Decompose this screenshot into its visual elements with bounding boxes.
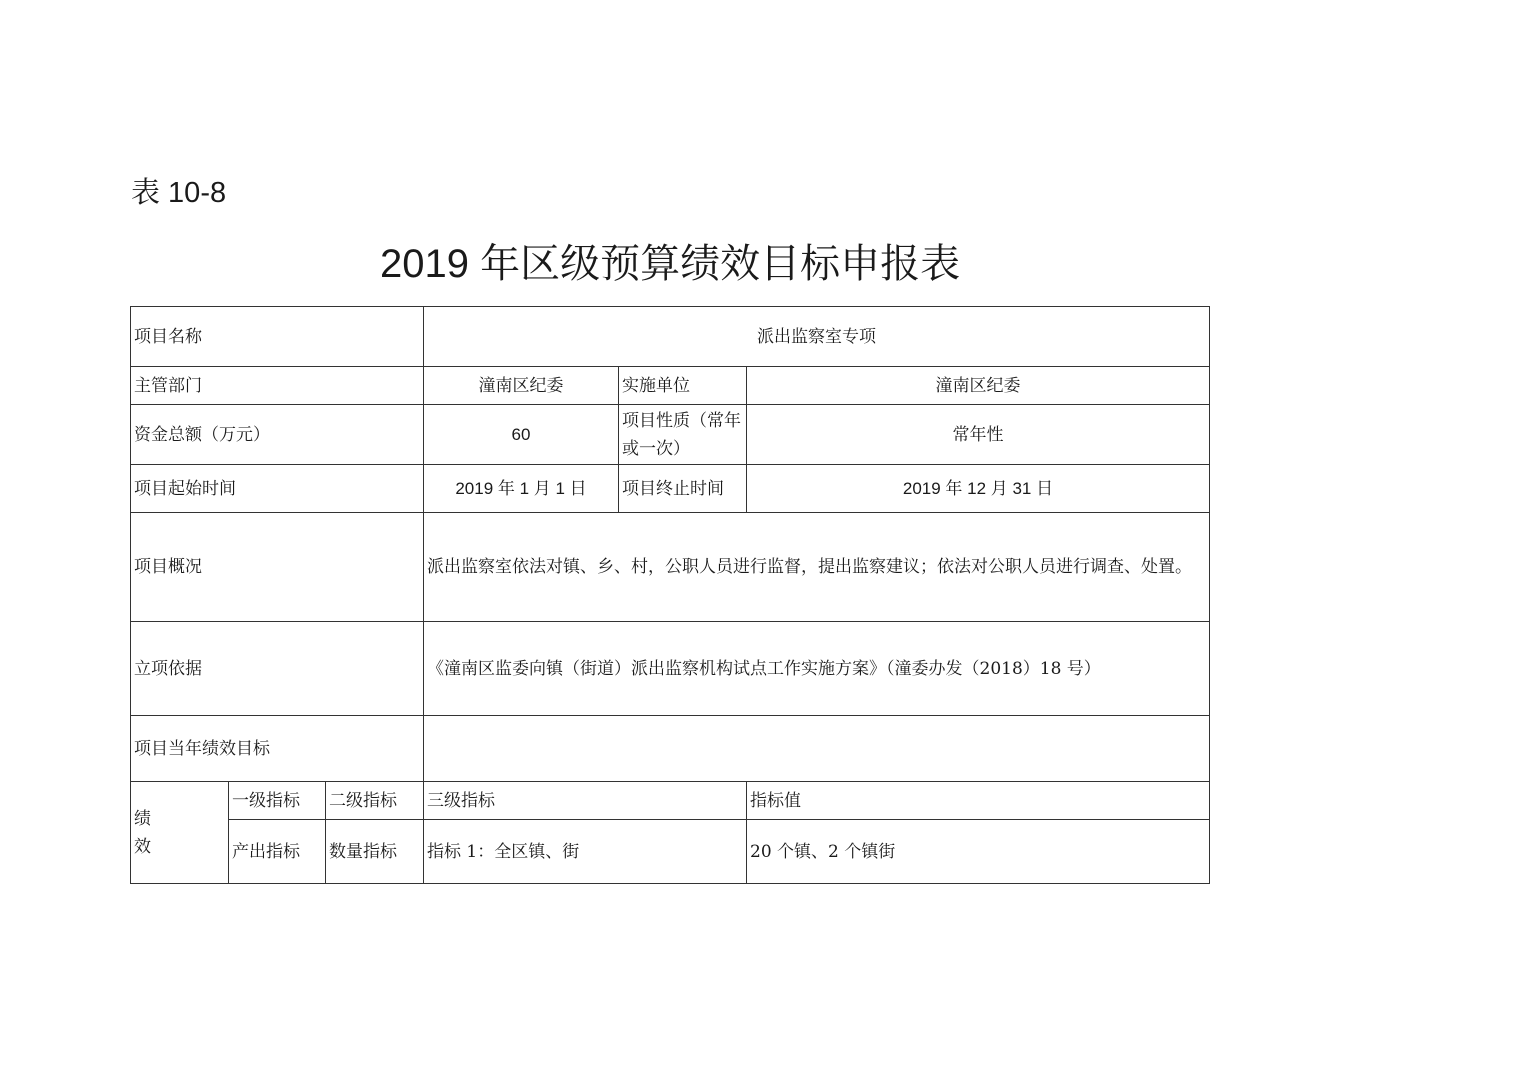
project-name-label: 项目名称 xyxy=(131,307,424,367)
basis-value: 《潼南区监委向镇（街道）派出监察机构试点工作实施方案》（潼委办发（2018）18 号） xyxy=(424,622,1210,716)
funds-label: 资金总额（万元） xyxy=(131,405,424,465)
performance-group-label: 绩 效 xyxy=(131,782,229,884)
funds-value: 60 xyxy=(424,405,619,465)
dept-value: 潼南区纪委 xyxy=(424,367,619,405)
project-name-value: 派出监察室专项 xyxy=(424,307,1210,367)
row-basis xyxy=(131,622,1210,716)
level1-header: 一级指标 xyxy=(229,782,326,820)
table-row xyxy=(131,820,1210,884)
budget-performance-form xyxy=(130,306,1210,884)
impl-value: 潼南区纪委 xyxy=(747,367,1210,405)
level1-cell: 产出指标 xyxy=(229,820,326,884)
end-label: 项目终止时间 xyxy=(619,465,747,513)
start-label: 项目起始时间 xyxy=(131,465,424,513)
impl-label: 实施单位 xyxy=(619,367,747,405)
basis-label: 立项依据 xyxy=(131,622,424,716)
goal-label: 项目当年绩效目标 xyxy=(131,716,424,782)
row-funds xyxy=(131,405,1210,465)
level3-cell: 指标 1：全区镇、街 xyxy=(424,820,747,884)
row-project-name xyxy=(131,307,1210,367)
dept-label: 主管部门 xyxy=(131,367,424,405)
overview-label: 项目概况 xyxy=(131,513,424,622)
nature-value: 常年性 xyxy=(747,405,1210,465)
table-number: 表 10-8 xyxy=(131,177,227,209)
level3-header: 三级指标 xyxy=(424,782,747,820)
row-indicator-header xyxy=(131,782,1210,820)
level2-cell: 数量指标 xyxy=(326,820,424,884)
start-value: 2019 年 1 月 1 日 xyxy=(424,465,619,513)
overview-value: 派出监察室依法对镇、乡、村，公职人员进行监督，提出监察建议；依法对公职人员进行调查、处置。 xyxy=(424,513,1210,622)
row-goal xyxy=(131,716,1210,782)
page-title: 2019 年区级预算绩效目标申报表 xyxy=(380,242,961,286)
row-dates xyxy=(131,465,1210,513)
row-department xyxy=(131,367,1210,405)
indicator-value-header: 指标值 xyxy=(747,782,1210,820)
row-overview xyxy=(131,513,1210,622)
nature-label: 项目性质（常年或一次） xyxy=(619,405,747,465)
indicator-value-cell: 20 个镇、2 个镇街 xyxy=(747,820,1210,884)
level2-header: 二级指标 xyxy=(326,782,424,820)
goal-value xyxy=(424,716,1210,782)
end-value: 2019 年 12 月 31 日 xyxy=(747,465,1210,513)
